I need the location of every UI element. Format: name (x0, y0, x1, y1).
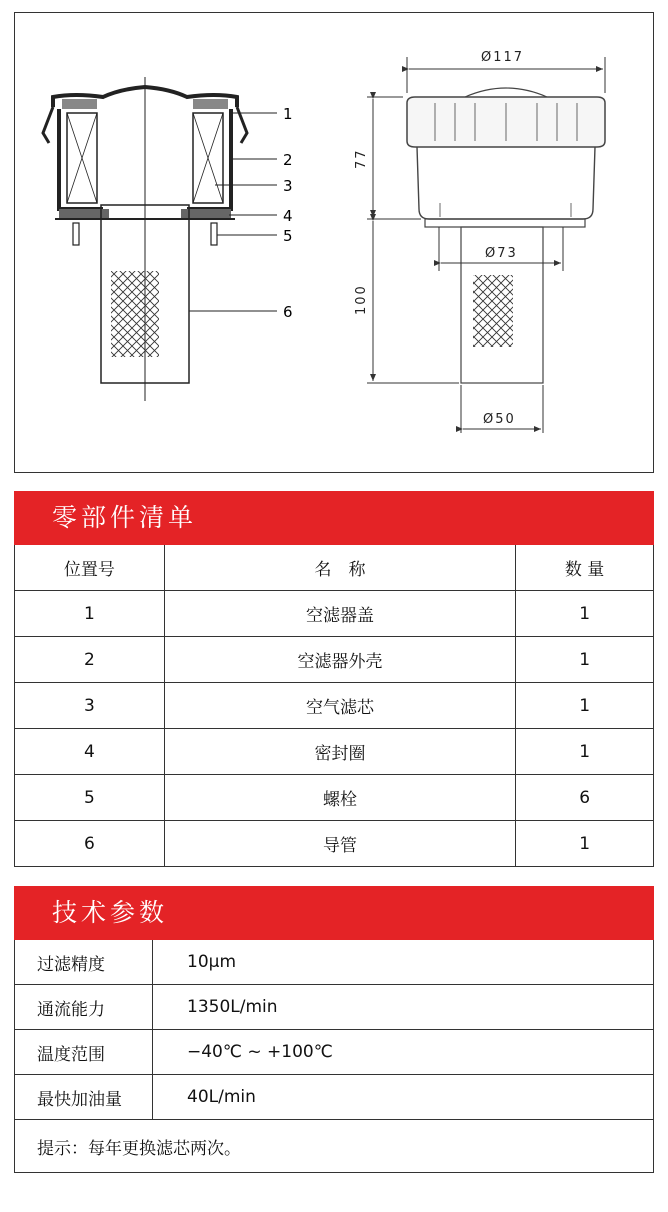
dim-h77: 77 (354, 148, 369, 169)
callout-numbers (283, 105, 293, 321)
header-name: 名 称 (164, 545, 515, 591)
table-row (15, 940, 654, 985)
parts-list-title: 零部件清单 (52, 503, 198, 532)
cell-qty: 1 (516, 591, 654, 637)
cell-name: 空气滤芯 (164, 683, 515, 729)
cell-name: 螺栓 (164, 775, 515, 821)
dim-d117: Ø117 (481, 50, 525, 65)
dim-h100: 100 (354, 284, 369, 315)
dim-d73: Ø73 (485, 246, 518, 261)
param-value: 1350L/min (153, 985, 654, 1030)
callout-5: 5 (283, 227, 293, 245)
parts-list-table (14, 545, 654, 867)
parts-header-row (15, 545, 654, 591)
table-row (15, 637, 654, 683)
callout-4: 4 (283, 207, 293, 225)
cell-name: 空滤器外壳 (164, 637, 515, 683)
param-label: 最快加油量 (15, 1075, 153, 1120)
cell-qty: 1 (516, 821, 654, 867)
note-row (15, 1120, 654, 1173)
cell-pos: 4 (15, 729, 165, 775)
table-row (15, 1030, 654, 1075)
tech-params-title: 技术参数 (52, 898, 169, 927)
cell-pos: 2 (15, 637, 165, 683)
drawing-svg (15, 13, 655, 474)
cell-qty: 1 (516, 729, 654, 775)
table-row (15, 1075, 654, 1120)
exterior-view (407, 88, 605, 383)
table-row (15, 591, 654, 637)
param-label: 过滤精度 (15, 940, 153, 985)
cell-pos: 3 (15, 683, 165, 729)
table-row (15, 821, 654, 867)
cell-pos: 5 (15, 775, 165, 821)
header-position: 位置号 (15, 545, 165, 591)
cell-qty: 1 (516, 637, 654, 683)
callout-1: 1 (283, 105, 293, 123)
cell-name: 密封圈 (164, 729, 515, 775)
parts-list-header (14, 491, 654, 545)
param-label: 温度范围 (15, 1030, 153, 1075)
cell-qty: 6 (516, 775, 654, 821)
callout-6: 6 (283, 303, 293, 321)
cell-pos: 6 (15, 821, 165, 867)
cell-name: 导管 (164, 821, 515, 867)
cell-qty: 1 (516, 683, 654, 729)
cell-name: 空滤器盖 (164, 591, 515, 637)
param-label: 通流能力 (15, 985, 153, 1030)
param-value: 10µm (153, 940, 654, 985)
table-row (15, 775, 654, 821)
header-quantity: 数 量 (516, 545, 654, 591)
table-row (15, 729, 654, 775)
technical-drawing (14, 12, 654, 473)
cell-pos: 1 (15, 591, 165, 637)
section-view (43, 77, 247, 401)
param-value: −40℃ ~ +100℃ (153, 1030, 654, 1075)
param-value: 40L/min (153, 1075, 654, 1120)
tech-params-header (14, 886, 654, 940)
callout-3: 3 (283, 177, 293, 195)
table-row (15, 683, 654, 729)
dim-d50: Ø50 (483, 412, 516, 427)
callout-2: 2 (283, 151, 293, 169)
table-row (15, 985, 654, 1030)
tech-params-table (14, 940, 654, 1173)
maintenance-note: 提示：每年更换滤芯两次。 (15, 1120, 654, 1173)
